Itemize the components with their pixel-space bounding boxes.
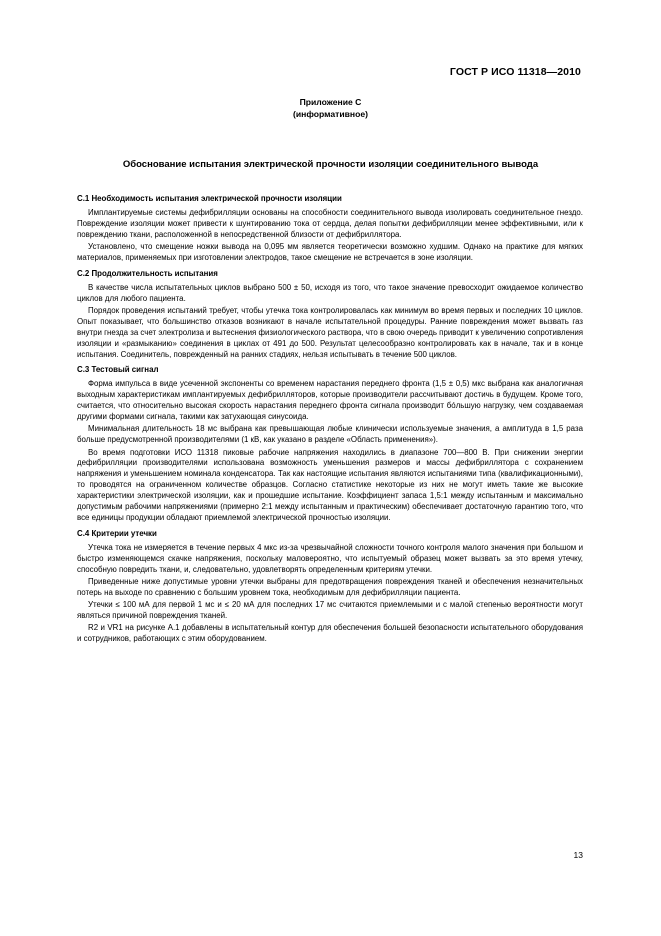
section-heading: С.4 Критерии утечки [77, 528, 157, 538]
paragraph: Минимальная длительность 18 мс выбрана как превышающая любые клинически используемые значения, а амплитуда в 1,5 раза больше предусмотренной производителями (1 кВ, как указано в разделе «Область применения»). [77, 424, 583, 445]
appendix-label: Приложение С [299, 97, 362, 107]
document-id: ГОСТ Р ИСО 11318—2010 [449, 66, 581, 78]
section-heading: С.3 Тестовый сигнал [77, 365, 159, 375]
paragraph: Порядок проведения испытаний требует, чтобы утечка тока контролировалась как минимум во время первых и последних 10 циклов. Опыт показывает, что большинство отказов возникают в начале испытательной процедуры. Ранние повреждения может вызвать газ внутри гнезда за счет электролиза и вытеснения физиологического раствора, что в свою очередь приводит к увеличению сопротивления изоляции и «размыканию» соединения в циклах от 491 до 500. Результат целесообразно контролировать как в начале, так и в конце испытания. Соединитель, поврежденный на ранних стадиях, нельзя испытывать в течение 500 циклов. [77, 305, 583, 359]
paragraph: Во время подготовки ИСО 11318 пиковые рабочие напряжения находились в диапазоне 700—800 В. При снижении энергии дефибрилляции производителями использована возможность уменьшения размеров и массы дефибриллятора с сохранением напряжения и уменьшением номинала конденсатора. Так как настоящие испытания являются испытаниями типа (квалификационными), то проводятся на ограниченном количестве образцов. Согласно статистике некоторые из них не могут иметь такие же высокие характеристики электрической изоляции, как и прошедшие испытание. Коэффициент запаса 1,5:1 между испытанным и максимально допустимым рабочими напряжениями (примерно 2:1 между испытанным и практическим) обеспечивает достаточную гарантию того, что все единицы продукции обладают приемлемой электрической прочностью изоляции. [77, 447, 583, 522]
paragraph: Форма импульса в виде усеченной экспоненты со временем нарастания переднего фронта (1,5 ± 0,5) мкс выбрана как аналогичная выходным характеристикам имплантируемых дефибрилляторов, которые производители рассчитывают достичь в будущем. Кроме того, считается, что относительно высокая скорость нарастания переднего фронта сигнала производит бóльшую нагрузку, чем создаваемая другими формами сигнала, такими как затухающая синусоида. [77, 379, 583, 422]
section-heading: С.2 Продолжительность испытания [77, 268, 218, 278]
paragraph: Утечка тока не измеряется в течение первых 4 мкс из-за чрезвычайной сложности точного контроля малого значения при большом и быстро изменяющемся скачке напряжения, поскольку маловероятно, что испытуемый образец может вызвать за это время утечку, способную повредить ткани, и, следовательно, удовлетворять определенным критериям утечки. [77, 542, 583, 574]
paragraph: Установлено, что смещение ножки вывода на 0,095 мм является теоретически возможно худшим. Однако на практике для мягких материалов, применяемых при изготовлении электродов, такое смещение не встречается в зоне изоляции. [77, 242, 583, 262]
page-title: Обоснование испытания электрической прочности изоляции соединительного вывода [122, 159, 539, 170]
paragraph: Утечки ≤ 100 мА для первой 1 мс и ≤ 20 мА для последних 17 мс считаются приемлемыми и с малой степенью вероятности могут являться причиной повреждения тканей. [77, 599, 583, 620]
section-heading: С.1 Необходимость испытания электрической прочности изоляции [77, 194, 342, 203]
paragraph: Имплантируемые системы дефибрилляции основаны на способности соединительного вывода изолировать соединительное гнездо. Повреждение изоляции может привести к шунтированию тока от сердца, делая попытки дефибрилляции менее эффективными, или к повреждению ткани, расположенной в непосредственной близости от дефибриллятора. [77, 208, 583, 239]
appendix-type: (информативное) [292, 109, 368, 119]
paragraph: Приведенные ниже допустимые уровни утечки выбраны для предотвращения повреждения тканей и обеспечения незначительных потерь на выходе по сравнению с большим уровнем тока, необходимым для дефибрилляции пациента. [77, 576, 583, 597]
page-number: 13 [573, 850, 583, 860]
paragraph: R2 и VR1 на рисунке А.1 добавлены в испытательный контур для обеспечения большей безопасности испытательного оборудования и сотрудников, работающих с этим оборудованием. [77, 623, 583, 643]
document-body [77, 189, 583, 646]
paragraph: В качестве числа испытательных циклов выбрано 500 ± 50, исходя из того, что такое значение превосходит ожидаемое количество циклов для любого пациента. [77, 282, 583, 303]
